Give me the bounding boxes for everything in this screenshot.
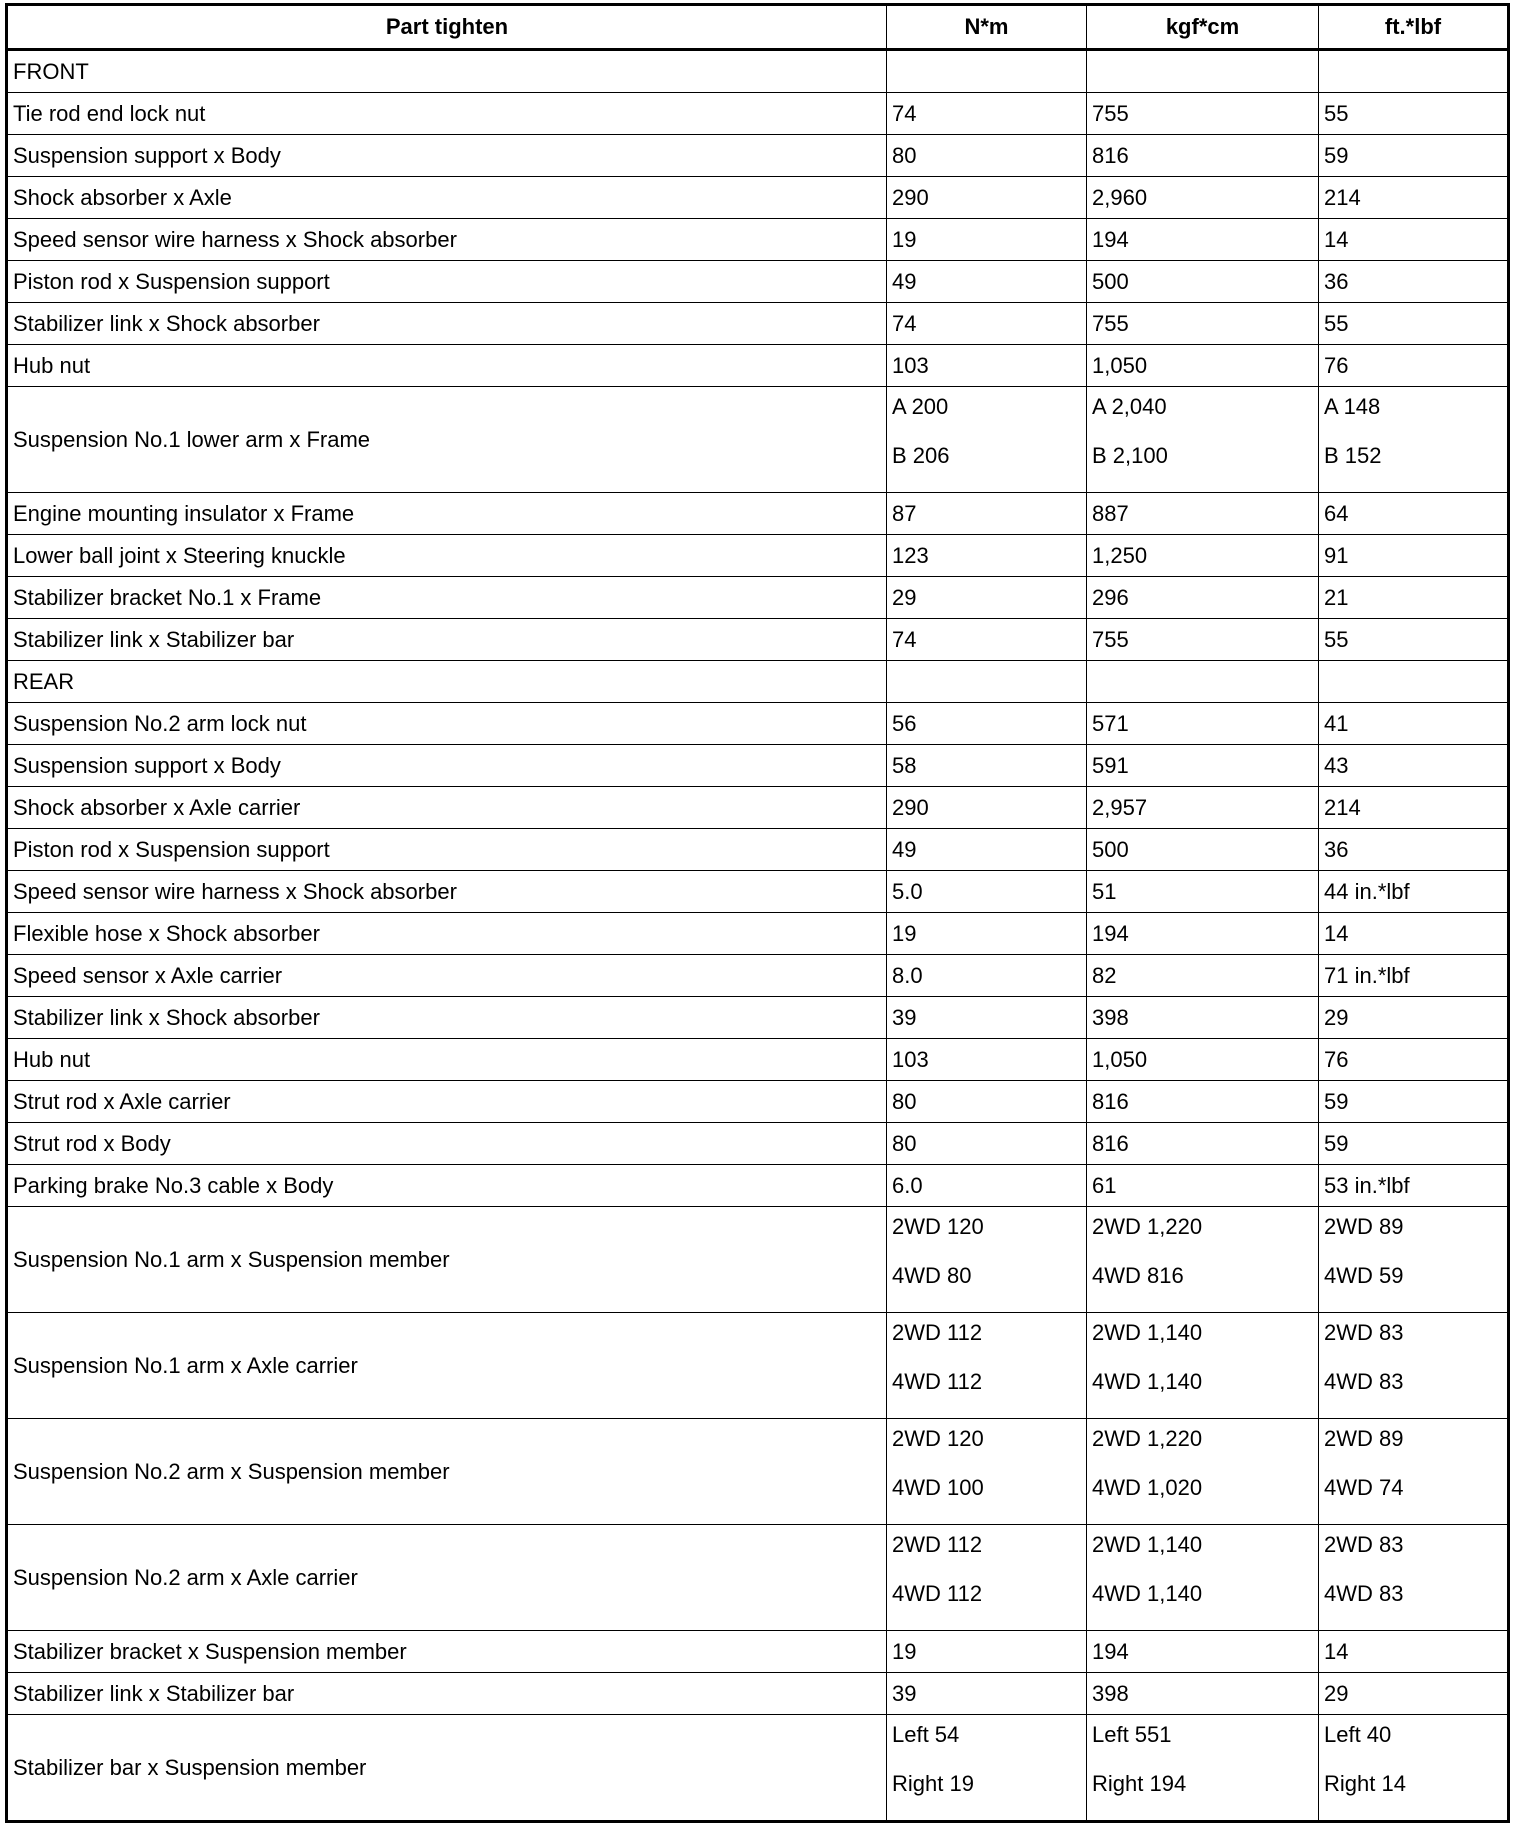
value-line: 74 <box>892 626 917 652</box>
table-row <box>7 1123 1509 1165</box>
ftlbf-value-cell <box>1319 1631 1509 1673</box>
part-name-cell: Piston rod x Suspension support <box>7 261 887 303</box>
kgfcm-value-cell <box>1087 1207 1319 1313</box>
nm-value-cell <box>887 871 1087 913</box>
kgfcm-value-cell <box>1087 303 1319 345</box>
part-name-cell: Speed sensor wire harness x Shock absorber <box>7 219 887 261</box>
value-line: 2WD 1,220 <box>1092 1214 1203 1239</box>
table-header <box>7 5 1509 50</box>
ftlbf-value-cell <box>1319 93 1509 135</box>
kgfcm-value-cell <box>1087 1165 1319 1207</box>
nm-value-cell <box>887 913 1087 955</box>
value-line: 2WD 120 <box>892 1426 984 1451</box>
kgfcm-value-cell <box>1087 345 1319 387</box>
value-line: 4WD 80 <box>892 1263 972 1288</box>
value-line: 29 <box>892 584 917 610</box>
header-nm: N*m <box>887 5 1087 50</box>
section-label: REAR <box>7 661 887 703</box>
header-part-tighten: Part tighten <box>7 5 887 50</box>
ftlbf-value-cell <box>1319 493 1509 535</box>
value-line: 103 <box>892 352 929 378</box>
nm-value-cell <box>887 1081 1087 1123</box>
ftlbf-value-cell <box>1319 1207 1509 1313</box>
kgfcm-value-cell <box>1087 871 1319 913</box>
part-name-cell: Hub nut <box>7 345 887 387</box>
kgfcm-value-cell <box>1087 1313 1319 1419</box>
value-line: 36 <box>1324 268 1349 294</box>
value-line: 500 <box>1092 268 1129 294</box>
value-line: 29 <box>1324 1004 1349 1030</box>
nm-value-cell <box>887 661 1087 703</box>
value-line: 19 <box>892 226 917 252</box>
value-line: 4WD 1,140 <box>1092 1581 1203 1606</box>
value-line: 2WD 1,140 <box>1092 1320 1203 1345</box>
ftlbf-value-cell <box>1319 955 1509 997</box>
part-name-cell: Stabilizer link x Shock absorber <box>7 997 887 1039</box>
nm-value-cell <box>887 955 1087 997</box>
nm-value-cell <box>887 745 1087 787</box>
part-name-cell: Suspension No.1 arm x Axle carrier <box>7 1313 887 1419</box>
value-line: 296 <box>1092 584 1129 610</box>
value-line: 755 <box>1092 310 1129 336</box>
ftlbf-value-cell <box>1319 1081 1509 1123</box>
value-line: B 206 <box>892 443 950 468</box>
ftlbf-value-cell <box>1319 219 1509 261</box>
value-line: 816 <box>1092 1088 1129 1114</box>
value-line: 2,957 <box>1092 794 1148 820</box>
part-name-cell: Stabilizer link x Stabilizer bar <box>7 1673 887 1715</box>
value-line: 214 <box>1324 184 1361 210</box>
value-line: 816 <box>1092 1130 1129 1156</box>
value-line: 1,050 <box>1092 352 1148 378</box>
value-line: 2WD 83 <box>1324 1320 1404 1345</box>
table-row <box>7 1039 1509 1081</box>
value-line: 4WD 112 <box>892 1369 983 1394</box>
table-row <box>7 829 1509 871</box>
value-line: 80 <box>892 1088 917 1114</box>
table-row <box>7 1715 1509 1822</box>
kgfcm-value-cell <box>1087 829 1319 871</box>
value-line: 5.0 <box>892 878 923 904</box>
value-line: A 2,040 <box>1092 394 1167 419</box>
value-line: 14 <box>1324 226 1349 252</box>
nm-value-cell <box>887 1631 1087 1673</box>
nm-value-cell <box>887 303 1087 345</box>
part-name-cell: Shock absorber x Axle <box>7 177 887 219</box>
kgfcm-value-cell <box>1087 219 1319 261</box>
value-line: 2WD 89 <box>1324 1214 1404 1239</box>
part-name-cell: Stabilizer link x Shock absorber <box>7 303 887 345</box>
part-name-cell: Suspension No.1 arm x Suspension member <box>7 1207 887 1313</box>
table-row <box>7 345 1509 387</box>
header-kgfcm: kgf*cm <box>1087 5 1319 50</box>
part-name-cell: Tie rod end lock nut <box>7 93 887 135</box>
table-row <box>7 219 1509 261</box>
value-line: 214 <box>1324 794 1361 820</box>
value-line: 2WD 1,140 <box>1092 1532 1203 1557</box>
header-ftlbf: ft.*lbf <box>1319 5 1509 50</box>
nm-value-cell <box>887 1039 1087 1081</box>
ftlbf-value-cell <box>1319 787 1509 829</box>
kgfcm-value-cell <box>1087 1715 1319 1822</box>
value-line: 2WD 120 <box>892 1214 984 1239</box>
kgfcm-value-cell <box>1087 913 1319 955</box>
ftlbf-value-cell <box>1319 619 1509 661</box>
nm-value-cell <box>887 493 1087 535</box>
part-name-cell: Strut rod x Axle carrier <box>7 1081 887 1123</box>
table-row <box>7 93 1509 135</box>
kgfcm-value-cell <box>1087 619 1319 661</box>
table-row <box>7 1081 1509 1123</box>
table-row <box>7 913 1509 955</box>
kgfcm-value-cell <box>1087 1081 1319 1123</box>
value-line: 755 <box>1092 626 1129 652</box>
nm-value-cell <box>887 1313 1087 1419</box>
value-line: 59 <box>1324 1130 1349 1156</box>
ftlbf-value-cell <box>1319 177 1509 219</box>
table-row <box>7 1673 1509 1715</box>
kgfcm-value-cell <box>1087 1673 1319 1715</box>
part-name-cell: Stabilizer bracket No.1 x Frame <box>7 577 887 619</box>
part-name-cell: Suspension No.2 arm x Suspension member <box>7 1419 887 1525</box>
value-line: 55 <box>1324 100 1349 126</box>
value-line: 49 <box>892 268 917 294</box>
kgfcm-value-cell <box>1087 661 1319 703</box>
nm-value-cell <box>887 387 1087 493</box>
nm-value-cell <box>887 1673 1087 1715</box>
part-name-cell: Suspension No.1 lower arm x Frame <box>7 387 887 493</box>
nm-value-cell <box>887 135 1087 177</box>
table-row <box>7 1631 1509 1673</box>
part-name-cell: Suspension No.2 arm lock nut <box>7 703 887 745</box>
kgfcm-value-cell <box>1087 1631 1319 1673</box>
table-row <box>7 955 1509 997</box>
value-line: 71 in.*lbf <box>1324 962 1410 988</box>
torque-specification-table <box>5 3 1510 1823</box>
ftlbf-value-cell <box>1319 997 1509 1039</box>
table-row <box>7 577 1509 619</box>
value-line: 398 <box>1092 1004 1129 1030</box>
nm-value-cell <box>887 619 1087 661</box>
value-line: 2WD 112 <box>892 1532 983 1557</box>
nm-value-cell <box>887 50 1087 93</box>
value-line: 64 <box>1324 500 1349 526</box>
kgfcm-value-cell <box>1087 493 1319 535</box>
value-line: B 2,100 <box>1092 443 1168 468</box>
section-header-row <box>7 50 1509 93</box>
ftlbf-value-cell <box>1319 1313 1509 1419</box>
table-row <box>7 261 1509 303</box>
part-name-cell: Shock absorber x Axle carrier <box>7 787 887 829</box>
value-line: 887 <box>1092 500 1129 526</box>
value-line: 59 <box>1324 1088 1349 1114</box>
kgfcm-value-cell <box>1087 745 1319 787</box>
value-line: Left 40 <box>1324 1722 1392 1747</box>
table-body <box>7 50 1509 1822</box>
nm-value-cell <box>887 261 1087 303</box>
value-line: 290 <box>892 794 929 820</box>
ftlbf-value-cell <box>1319 1419 1509 1525</box>
value-line: 58 <box>892 752 917 778</box>
nm-value-cell <box>887 997 1087 1039</box>
value-line: 56 <box>892 710 917 736</box>
kgfcm-value-cell <box>1087 261 1319 303</box>
kgfcm-value-cell <box>1087 50 1319 93</box>
part-name-cell: Strut rod x Body <box>7 1123 887 1165</box>
value-line: 61 <box>1092 1172 1117 1198</box>
ftlbf-value-cell <box>1319 261 1509 303</box>
value-line: 816 <box>1092 142 1129 168</box>
value-line: 41 <box>1324 710 1349 736</box>
ftlbf-value-cell <box>1319 577 1509 619</box>
nm-value-cell <box>887 219 1087 261</box>
value-line: 36 <box>1324 836 1349 862</box>
nm-value-cell <box>887 93 1087 135</box>
table-row <box>7 703 1509 745</box>
ftlbf-value-cell <box>1319 303 1509 345</box>
table-row <box>7 745 1509 787</box>
section-label: FRONT <box>7 50 887 93</box>
nm-value-cell <box>887 1715 1087 1822</box>
value-line: 123 <box>892 542 929 568</box>
ftlbf-value-cell <box>1319 345 1509 387</box>
value-line: 19 <box>892 920 917 946</box>
section-header-row <box>7 661 1509 703</box>
value-line: 4WD 59 <box>1324 1263 1404 1288</box>
value-line: 76 <box>1324 352 1349 378</box>
nm-value-cell <box>887 829 1087 871</box>
value-line: 91 <box>1324 542 1349 568</box>
value-line: 87 <box>892 500 917 526</box>
kgfcm-value-cell <box>1087 997 1319 1039</box>
kgfcm-value-cell <box>1087 1525 1319 1631</box>
value-line: 591 <box>1092 752 1129 778</box>
nm-value-cell <box>887 1123 1087 1165</box>
nm-value-cell <box>887 1165 1087 1207</box>
value-line: 4WD 1,140 <box>1092 1369 1203 1394</box>
value-line: 2WD 1,220 <box>1092 1426 1203 1451</box>
value-line: 103 <box>892 1046 929 1072</box>
part-name-cell: Hub nut <box>7 1039 887 1081</box>
value-line: 1,250 <box>1092 542 1148 568</box>
value-line: 1,050 <box>1092 1046 1148 1072</box>
nm-value-cell <box>887 703 1087 745</box>
ftlbf-value-cell <box>1319 1123 1509 1165</box>
value-line: 398 <box>1092 1680 1129 1706</box>
value-line: 21 <box>1324 584 1349 610</box>
value-line: 29 <box>1324 1680 1349 1706</box>
value-line: 80 <box>892 142 917 168</box>
nm-value-cell <box>887 577 1087 619</box>
value-line: A 148 <box>1324 394 1381 419</box>
kgfcm-value-cell <box>1087 1039 1319 1081</box>
ftlbf-value-cell <box>1319 745 1509 787</box>
ftlbf-value-cell <box>1319 1715 1509 1822</box>
kgfcm-value-cell <box>1087 177 1319 219</box>
table-row <box>7 535 1509 577</box>
value-line: 500 <box>1092 836 1129 862</box>
part-name-cell: Lower ball joint x Steering knuckle <box>7 535 887 577</box>
part-name-cell: Parking brake No.3 cable x Body <box>7 1165 887 1207</box>
table-row <box>7 303 1509 345</box>
kgfcm-value-cell <box>1087 955 1319 997</box>
table-row <box>7 997 1509 1039</box>
value-line: 4WD 83 <box>1324 1369 1404 1394</box>
nm-value-cell <box>887 787 1087 829</box>
value-line: 14 <box>1324 1638 1349 1664</box>
nm-value-cell <box>887 1207 1087 1313</box>
nm-value-cell <box>887 1419 1087 1525</box>
table-row <box>7 1525 1509 1631</box>
nm-value-cell <box>887 177 1087 219</box>
kgfcm-value-cell <box>1087 787 1319 829</box>
table-row <box>7 871 1509 913</box>
value-line: 74 <box>892 310 917 336</box>
part-name-cell: Flexible hose x Shock absorber <box>7 913 887 955</box>
value-line: A 200 <box>892 394 949 419</box>
nm-value-cell <box>887 1525 1087 1631</box>
table-row <box>7 1419 1509 1525</box>
value-line: 53 in.*lbf <box>1324 1172 1410 1198</box>
part-name-cell: Suspension support x Body <box>7 745 887 787</box>
value-line: 14 <box>1324 920 1349 946</box>
kgfcm-value-cell <box>1087 577 1319 619</box>
kgfcm-value-cell <box>1087 1123 1319 1165</box>
table-row <box>7 135 1509 177</box>
part-name-cell: Stabilizer bar x Suspension member <box>7 1715 887 1822</box>
value-line: 76 <box>1324 1046 1349 1072</box>
ftlbf-value-cell <box>1319 535 1509 577</box>
kgfcm-value-cell <box>1087 703 1319 745</box>
table-row <box>7 177 1509 219</box>
table-row <box>7 787 1509 829</box>
value-line: 55 <box>1324 626 1349 652</box>
ftlbf-value-cell <box>1319 135 1509 177</box>
value-line: Right 14 <box>1324 1771 1406 1796</box>
nm-value-cell <box>887 535 1087 577</box>
kgfcm-value-cell <box>1087 135 1319 177</box>
value-line: 4WD 83 <box>1324 1581 1404 1606</box>
ftlbf-value-cell <box>1319 703 1509 745</box>
value-line: Right 19 <box>892 1771 974 1796</box>
value-line: Left 551 <box>1092 1722 1172 1747</box>
value-line: 55 <box>1324 310 1349 336</box>
part-name-cell: Stabilizer bracket x Suspension member <box>7 1631 887 1673</box>
value-line: 8.0 <box>892 962 923 988</box>
table-row <box>7 1313 1509 1419</box>
value-line: Left 54 <box>892 1722 960 1747</box>
value-line: 19 <box>892 1638 917 1664</box>
kgfcm-value-cell <box>1087 1419 1319 1525</box>
part-name-cell: Suspension support x Body <box>7 135 887 177</box>
value-line: 755 <box>1092 100 1129 126</box>
value-line: 4WD 112 <box>892 1581 983 1606</box>
part-name-cell: Speed sensor wire harness x Shock absorber <box>7 871 887 913</box>
ftlbf-value-cell <box>1319 50 1509 93</box>
part-name-cell: Engine mounting insulator x Frame <box>7 493 887 535</box>
value-line: 39 <box>892 1680 917 1706</box>
kgfcm-value-cell <box>1087 535 1319 577</box>
value-line: 2WD 89 <box>1324 1426 1404 1451</box>
value-line: 6.0 <box>892 1172 923 1198</box>
kgfcm-value-cell <box>1087 93 1319 135</box>
value-line: B 152 <box>1324 443 1382 468</box>
value-line: 49 <box>892 836 917 862</box>
part-name-cell: Speed sensor x Axle carrier <box>7 955 887 997</box>
value-line: 80 <box>892 1130 917 1156</box>
ftlbf-value-cell <box>1319 829 1509 871</box>
value-line: 82 <box>1092 962 1117 988</box>
value-line: 39 <box>892 1004 917 1030</box>
value-line: 290 <box>892 184 929 210</box>
value-line: 59 <box>1324 142 1349 168</box>
value-line: 51 <box>1092 878 1117 904</box>
part-name-cell: Stabilizer link x Stabilizer bar <box>7 619 887 661</box>
value-line: 43 <box>1324 752 1349 778</box>
table-row <box>7 387 1509 493</box>
table-row <box>7 619 1509 661</box>
ftlbf-value-cell <box>1319 871 1509 913</box>
value-line: 2,960 <box>1092 184 1148 210</box>
value-line: 4WD 74 <box>1324 1475 1404 1500</box>
value-line: 4WD 100 <box>892 1475 984 1500</box>
nm-value-cell <box>887 345 1087 387</box>
ftlbf-value-cell <box>1319 1673 1509 1715</box>
value-line: 194 <box>1092 920 1129 946</box>
table-row <box>7 1165 1509 1207</box>
value-line: 44 in.*lbf <box>1324 878 1410 904</box>
ftlbf-value-cell <box>1319 387 1509 493</box>
value-line: 74 <box>892 100 917 126</box>
value-line: 2WD 83 <box>1324 1532 1404 1557</box>
ftlbf-value-cell <box>1319 1039 1509 1081</box>
value-line: 194 <box>1092 226 1129 252</box>
kgfcm-value-cell <box>1087 387 1319 493</box>
ftlbf-value-cell <box>1319 1525 1509 1631</box>
part-name-cell: Suspension No.2 arm x Axle carrier <box>7 1525 887 1631</box>
header-row <box>7 5 1509 50</box>
ftlbf-value-cell <box>1319 661 1509 703</box>
table-row <box>7 1207 1509 1313</box>
value-line: 4WD 1,020 <box>1092 1475 1203 1500</box>
table-row <box>7 493 1509 535</box>
ftlbf-value-cell <box>1319 913 1509 955</box>
part-name-cell: Piston rod x Suspension support <box>7 829 887 871</box>
value-line: 4WD 816 <box>1092 1263 1184 1288</box>
value-line: 2WD 112 <box>892 1320 983 1345</box>
value-line: Right 194 <box>1092 1771 1187 1796</box>
value-line: 571 <box>1092 710 1129 736</box>
value-line: 194 <box>1092 1638 1129 1664</box>
ftlbf-value-cell <box>1319 1165 1509 1207</box>
